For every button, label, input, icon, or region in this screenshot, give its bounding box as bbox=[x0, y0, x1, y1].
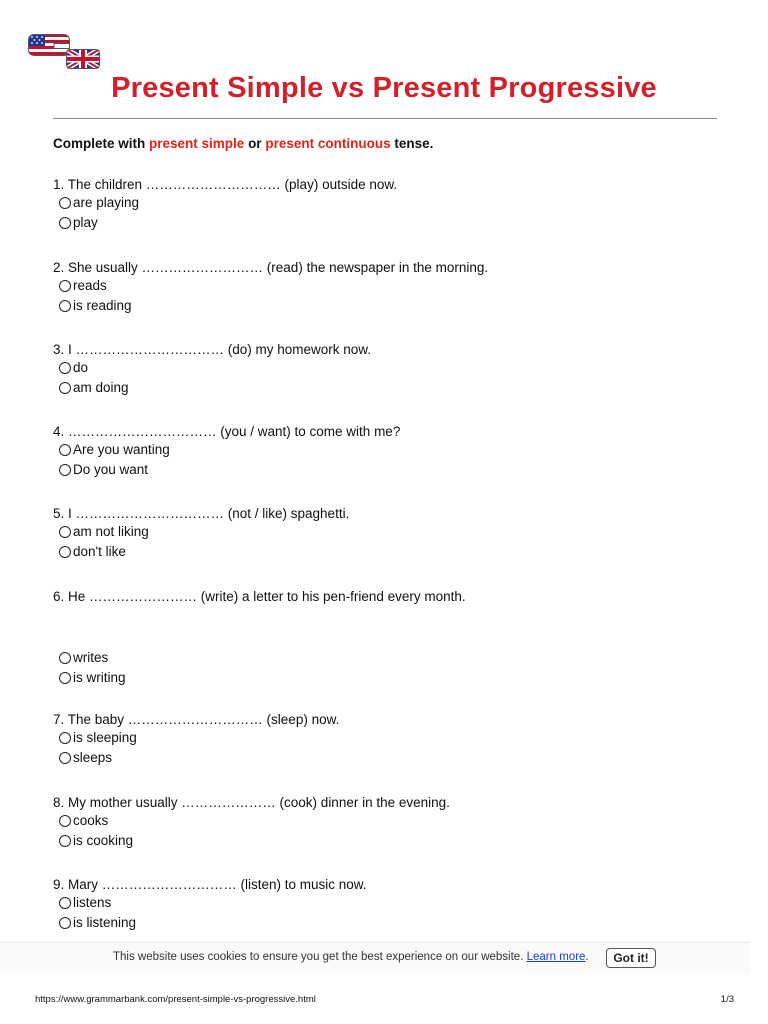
learn-more-link[interactable]: Learn more bbox=[526, 951, 586, 963]
question-5 bbox=[53, 505, 733, 562]
answer-option[interactable] bbox=[53, 522, 733, 542]
radio-button-icon[interactable] bbox=[59, 280, 71, 292]
option-label: do bbox=[73, 360, 89, 375]
answer-option[interactable] bbox=[53, 276, 733, 296]
question-6 bbox=[53, 588, 733, 605]
question-text: 8. My mother usually ………………… (cook) dinner in the evening. bbox=[53, 795, 450, 810]
question-text: 5. I …………………………… (not / like) spaghetti. bbox=[53, 506, 350, 521]
radio-button-icon[interactable] bbox=[59, 835, 71, 847]
radio-button-icon[interactable] bbox=[59, 672, 71, 684]
answer-option[interactable] bbox=[53, 296, 733, 316]
instructions-middle: or bbox=[244, 136, 266, 151]
option-label: Do you want bbox=[73, 462, 149, 477]
radio-button-icon[interactable] bbox=[59, 897, 71, 909]
radio-button-icon[interactable] bbox=[59, 752, 71, 764]
radio-button-icon[interactable] bbox=[59, 815, 71, 827]
question-1 bbox=[53, 176, 733, 233]
radio-button-icon[interactable] bbox=[59, 362, 71, 374]
question-7 bbox=[53, 711, 733, 768]
option-label: reads bbox=[73, 278, 107, 293]
option-label: is writing bbox=[73, 670, 126, 685]
question-6-options bbox=[53, 648, 733, 688]
answer-option[interactable] bbox=[53, 831, 733, 851]
option-label: sleeps bbox=[73, 750, 113, 765]
uk-flag-icon bbox=[66, 49, 100, 69]
instructions bbox=[53, 136, 433, 151]
radio-button-icon[interactable] bbox=[59, 917, 71, 929]
answer-option[interactable] bbox=[53, 668, 733, 688]
answer-option[interactable] bbox=[53, 542, 733, 562]
option-label: Are you wanting bbox=[73, 442, 170, 457]
radio-button-icon[interactable] bbox=[59, 444, 71, 456]
got-it-button[interactable]: Got it! bbox=[606, 948, 656, 968]
cookie-period: . bbox=[585, 951, 589, 963]
instructions-prefix: Complete with bbox=[53, 136, 150, 151]
cookie-message bbox=[113, 951, 589, 963]
answer-option[interactable] bbox=[53, 648, 733, 668]
option-label: is cooking bbox=[73, 833, 134, 848]
answer-option[interactable] bbox=[53, 748, 733, 768]
radio-button-icon[interactable] bbox=[59, 217, 71, 229]
answer-option[interactable] bbox=[53, 811, 733, 831]
question-9 bbox=[53, 876, 733, 933]
option-label: listens bbox=[73, 895, 112, 910]
answer-option[interactable] bbox=[53, 728, 733, 748]
question-text: 1. The children ………………………… (play) outside now. bbox=[53, 177, 398, 192]
page-number: 1/3 bbox=[720, 994, 734, 1005]
title-divider bbox=[53, 118, 717, 119]
answer-option[interactable] bbox=[53, 913, 733, 933]
radio-button-icon[interactable] bbox=[59, 526, 71, 538]
us-flag-icon bbox=[28, 34, 70, 56]
radio-button-icon[interactable] bbox=[59, 652, 71, 664]
option-label: play bbox=[73, 215, 98, 230]
grammarbank-logo[interactable] bbox=[28, 34, 104, 70]
question-8 bbox=[53, 794, 733, 851]
option-label: don't like bbox=[73, 544, 126, 559]
option-label: is reading bbox=[73, 298, 132, 313]
radio-button-icon[interactable] bbox=[59, 464, 71, 476]
answer-option[interactable] bbox=[53, 378, 733, 398]
page-title: Present Simple vs Present Progressive bbox=[111, 72, 657, 104]
answer-option[interactable] bbox=[53, 193, 733, 213]
answer-option[interactable] bbox=[53, 358, 733, 378]
footer-url: https://www.grammarbank.com/present-simple-vs-progressive.html bbox=[35, 994, 316, 1005]
option-label: am not liking bbox=[73, 524, 149, 539]
radio-button-icon[interactable] bbox=[59, 732, 71, 744]
radio-button-icon[interactable] bbox=[59, 300, 71, 312]
option-label: writes bbox=[73, 650, 109, 665]
question-text: 2. She usually ……………………… (read) the newspaper in the morning. bbox=[53, 260, 489, 275]
option-label: am doing bbox=[73, 380, 129, 395]
question-text: 6. He …………………… (write) a letter to his pen-friend every month. bbox=[53, 589, 466, 604]
question-3 bbox=[53, 341, 733, 398]
option-label: cooks bbox=[73, 813, 109, 828]
option-label: is sleeping bbox=[73, 730, 137, 745]
cookie-text: This website uses cookies to ensure you get the best experience on our website. bbox=[113, 951, 524, 963]
question-4 bbox=[53, 423, 733, 480]
answer-option[interactable] bbox=[53, 213, 733, 233]
option-label: are playing bbox=[73, 195, 140, 210]
question-2 bbox=[53, 259, 733, 316]
radio-button-icon[interactable] bbox=[59, 546, 71, 558]
instructions-suffix: tense. bbox=[390, 136, 434, 151]
question-text: 7. The baby ………………………… (sleep) now. bbox=[53, 712, 340, 727]
option-label: is listening bbox=[73, 915, 137, 930]
question-text: 9. Mary ………………………… (listen) to music now. bbox=[53, 877, 367, 892]
cookie-banner bbox=[0, 942, 750, 973]
question-text: 3. I …………………………… (do) my homework now. bbox=[53, 342, 372, 357]
instructions-term-present-simple: present simple bbox=[149, 136, 245, 151]
question-text: 4. …………………………… (you / want) to come with me? bbox=[53, 424, 401, 439]
answer-option[interactable] bbox=[53, 460, 733, 480]
answer-option[interactable] bbox=[53, 893, 733, 913]
radio-button-icon[interactable] bbox=[59, 382, 71, 394]
instructions-term-present-continuous: present continuous bbox=[265, 136, 391, 151]
answer-option[interactable] bbox=[53, 440, 733, 460]
radio-button-icon[interactable] bbox=[59, 197, 71, 209]
